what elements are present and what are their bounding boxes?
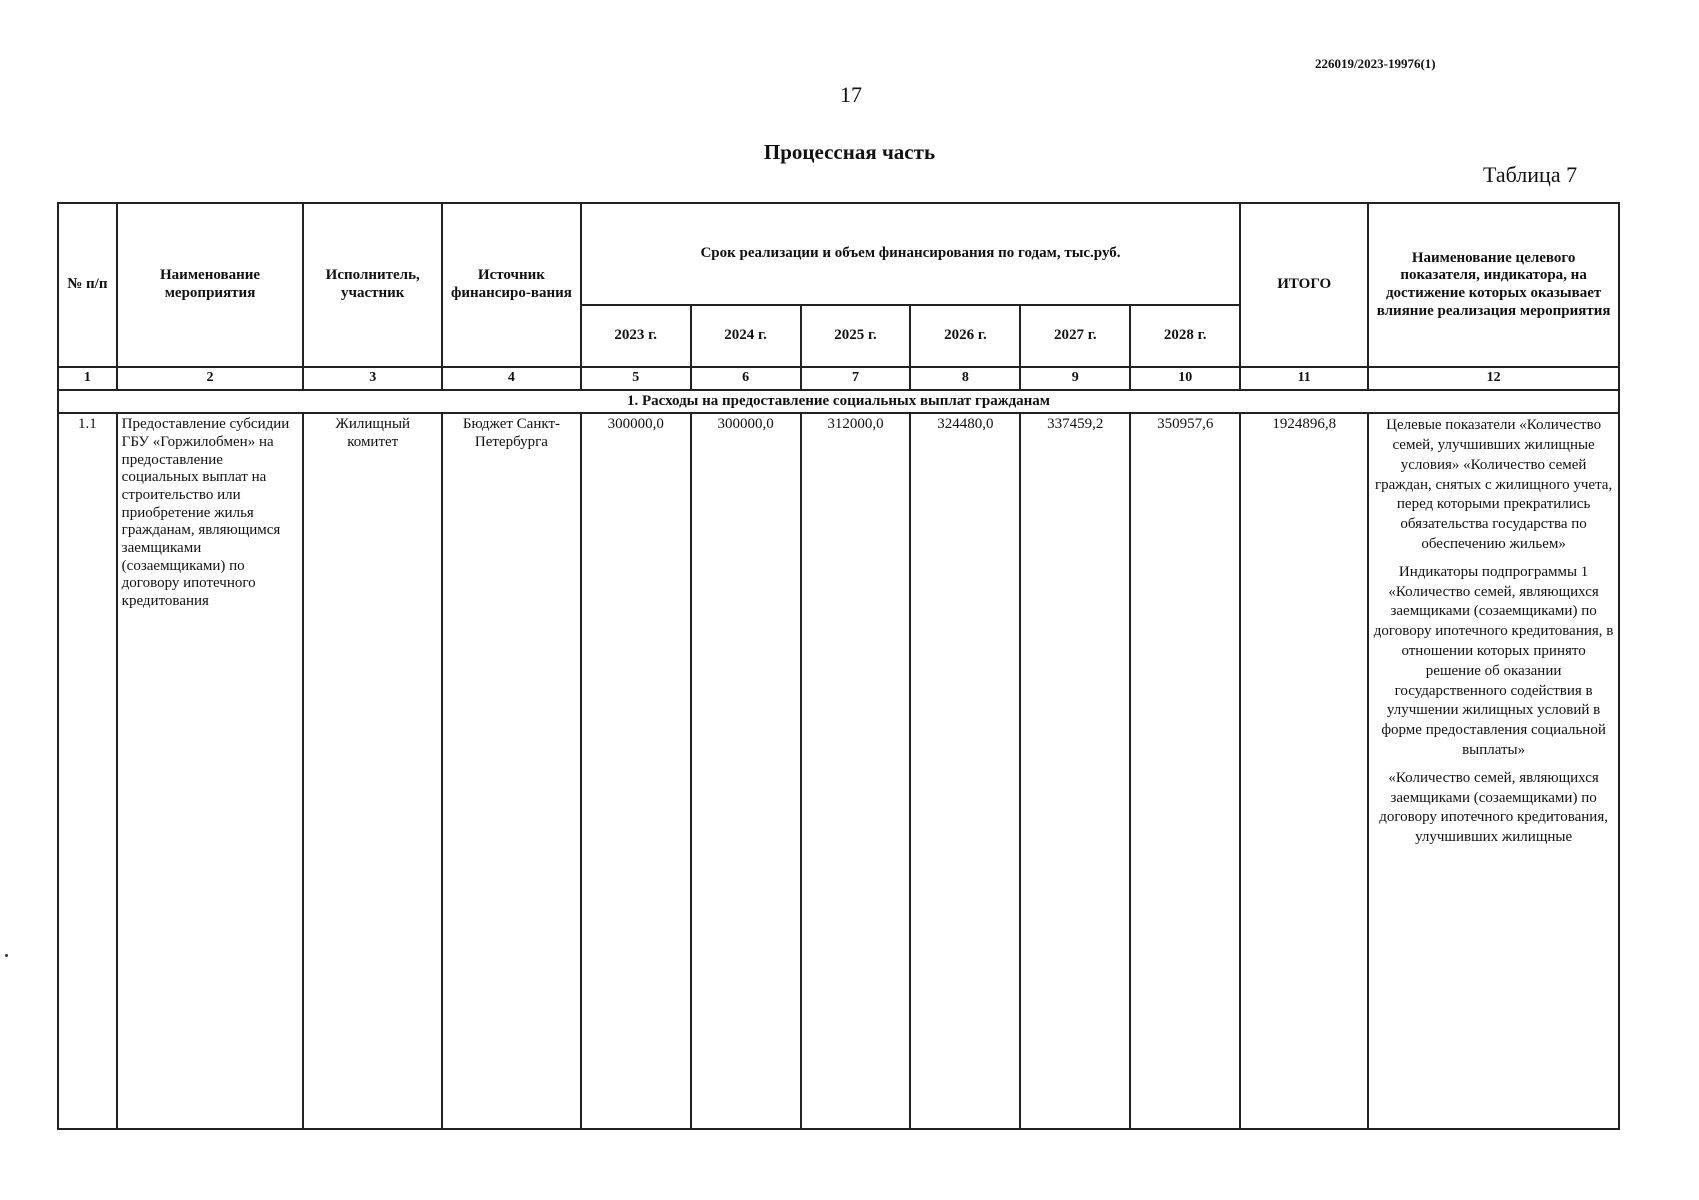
row-indicator (1368, 413, 1619, 1129)
column-number: 5 (581, 367, 691, 390)
header-year: 2028 г. (1130, 305, 1240, 367)
column-number: 9 (1020, 367, 1130, 390)
header-period: Срок реализации и объем финансирования по годам, тыс.руб. (581, 203, 1240, 305)
row-source: Бюджет Санкт-Петербурга (442, 413, 581, 1129)
header-indicator: Наименование целевого показателя, индикатора, на достижение которых оказывает влияние реализация мероприятия (1368, 203, 1619, 367)
header-year: 2024 г. (691, 305, 801, 367)
header-year: 2027 г. (1020, 305, 1130, 367)
row-value-2028: 350957,6 (1130, 413, 1240, 1129)
column-number: 3 (303, 367, 442, 390)
column-number: 7 (801, 367, 911, 390)
indicator-target: Целевые показатели «Количество семей, улучшивших жилищные условия» «Количество семей граждан, снятых с жилищного учета, перед которыми прекратились обязательства государства по обеспечению жильем» (1374, 417, 1613, 552)
header-total: ИТОГО (1240, 203, 1368, 367)
financing-table (57, 202, 1620, 1130)
document-id: 226019/2023-19976(1) (1315, 56, 1436, 71)
row-executor: Жилищный комитет (303, 413, 442, 1129)
column-number: 8 (910, 367, 1020, 390)
row-value-2024: 300000,0 (691, 413, 801, 1129)
header-source: Источник финансиро-вания (442, 203, 581, 367)
row-value-2023: 300000,0 (581, 413, 691, 1129)
header-year: 2026 г. (910, 305, 1020, 367)
column-number: 1 (58, 367, 117, 390)
column-number: 11 (1240, 367, 1368, 390)
table-label: Таблица 7 (1483, 162, 1578, 187)
section-row (58, 390, 1619, 414)
row-value-2026: 324480,0 (910, 413, 1020, 1129)
row-value-2025: 312000,0 (801, 413, 911, 1129)
row-num: 1.1 (58, 413, 117, 1129)
column-number: 2 (117, 367, 304, 390)
header-num: № п/п (58, 203, 117, 367)
column-number: 4 (442, 367, 581, 390)
scan-speck (5, 954, 8, 957)
row-value-2027: 337459,2 (1020, 413, 1130, 1129)
table-row (58, 413, 1619, 1129)
column-number: 12 (1368, 367, 1619, 390)
section-title: 1. Расходы на предоставление социальных выплат гражданам (58, 390, 1619, 414)
indicator-continued: «Количество семей, являющихся заемщиками (созаемщиками) по договору ипотечного кредитования, улучшивших жилищные (1379, 769, 1608, 846)
column-number-row (58, 367, 1619, 390)
header-event: Наименование мероприятия (117, 203, 304, 367)
column-number: 6 (691, 367, 801, 390)
page-number: 17 (840, 82, 862, 107)
row-total: 1924896,8 (1240, 413, 1368, 1129)
column-number: 10 (1130, 367, 1240, 390)
header-year: 2025 г. (801, 305, 911, 367)
indicator-subprogram: Индикаторы подпрограммы 1 «Количество семей, являющихся заемщиками (созаемщиками) по договору ипотечного кредитования, в отношении которых принято решение об оказании государственного содействия в улучшении жилищных условий в форме предоставления социальной выплаты» (1373, 563, 1614, 758)
header-executor: Исполнитель, участник (303, 203, 442, 367)
header-year: 2023 г. (581, 305, 691, 367)
row-event: Предоставление субсидии ГБУ «Горжилобмен» на предоставление социальных выплат на строительство или приобретение жилья гражданам, являющимся заемщиками (созаемщиками) по договору ипотечного кредитования (117, 413, 304, 1129)
page-title: Процессная часть (763, 140, 936, 164)
